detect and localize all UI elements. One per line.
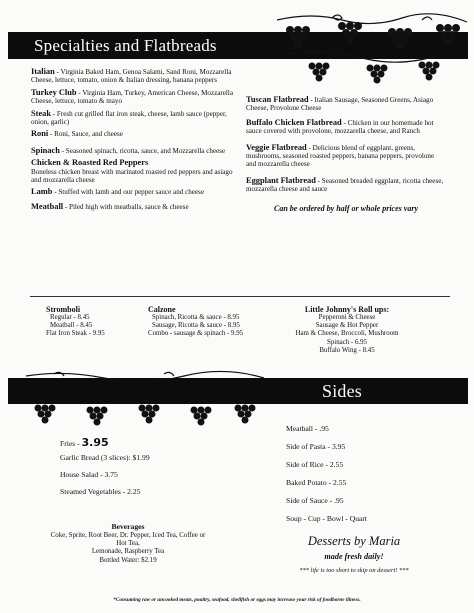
menu-item-veggie-flatbread xyxy=(246,144,446,169)
menu-item-roni xyxy=(31,130,239,138)
beverage-line: Hot Tea, xyxy=(116,540,140,548)
half-whole-note: Can be ordered by half or whole prices vary xyxy=(274,203,418,213)
sides-right-list xyxy=(286,424,436,523)
specialties-right-column xyxy=(246,96,446,213)
roll-ups-item: Ham & Cheese, Broccoli, Mushroom xyxy=(295,330,399,338)
grape-vine-icon xyxy=(272,10,472,95)
item-desc: - Fresh cut grilled flat iron steak, cheese, lamb sauce (pepper, onion, garlic) xyxy=(31,109,227,127)
item-desc: - Italian Sausage, Seasoned Greens, Asiago Cheese, Provolone Cheese xyxy=(246,96,434,113)
side-item: Steamed Vegetables - 2.25 xyxy=(60,487,141,496)
beverages-title: Beverages xyxy=(111,522,145,531)
item-desc: - Chicken in our homemade hot sauce covered with provolone, mozzarella cheese, and Ranch xyxy=(246,118,434,136)
item-name: Spinach xyxy=(31,145,60,155)
roll-ups-item: Pepperoni & Cheese xyxy=(318,314,376,321)
fries-price: 3.95 xyxy=(81,436,109,449)
item-desc: - Seasoned spinach, ricotta, sauce, and Mozzarella cheese xyxy=(59,146,226,155)
stromboli-item: Regular - 8.45 xyxy=(50,314,90,321)
menu-item-eggplant-flatbread xyxy=(246,177,446,194)
side-item: Side of Pasta - 3.95 xyxy=(286,442,346,451)
roll-ups-item: Buffalo Wing - 8.45 xyxy=(319,346,375,354)
menu-item-spinach xyxy=(31,147,239,155)
sides-title: Sides xyxy=(322,381,363,401)
menu-item-lamb xyxy=(31,188,239,196)
calzone-item: Combo - sausage & spinach - 9.95 xyxy=(148,330,244,338)
side-item: Meatball - .95 xyxy=(286,424,329,433)
side-item: Garlic Bread (3 slices): $1.99 xyxy=(60,453,150,462)
menu-item-italian xyxy=(31,68,239,85)
divider-line xyxy=(30,296,450,297)
specialties-title: Specialties and Flatbreads xyxy=(34,36,217,55)
side-item: House Salad - 3.75 xyxy=(60,470,118,479)
side-item: Side of Rice - 2.55 xyxy=(286,460,344,469)
beverages-section xyxy=(22,522,234,565)
item-name: Meatball xyxy=(31,201,64,211)
item-name: Turkey Club xyxy=(31,87,77,97)
desserts-title: Desserts by Maria xyxy=(307,534,401,548)
roll-ups-item: Sausage & Hot Pepper xyxy=(315,322,379,330)
menu-item-buffalo-chicken-flatbread xyxy=(246,119,446,136)
side-item: Soup - Cup - Bowl - Quart xyxy=(286,514,367,523)
item-desc: - Virginia Baked Ham, Genoa Salami, Sand Roni, Mozzarella Cheese, lettuce, tomato, onion & Italian dressing, banana peppers xyxy=(31,68,232,85)
side-item: Baked Potato - 2.55 xyxy=(286,478,347,487)
calzone-item: Spinach, Ricotta & sauce - 8.95 xyxy=(152,314,240,321)
beverage-line: Lemonade, Raspberry Tea xyxy=(91,548,165,556)
item-name: Veggie Flatbread xyxy=(246,142,307,152)
grape-vine-icon xyxy=(24,370,268,428)
item-name: Steak xyxy=(31,108,52,118)
stromboli-item: Flat Iron Steak - 9.95 xyxy=(46,330,105,338)
item-name: Lamb xyxy=(31,187,53,197)
stromboli-item: Meatball - 8.45 xyxy=(50,322,93,330)
roll-ups-item: Spinach - 6.95 xyxy=(327,338,367,346)
roll-ups-title: Little Johnny's Roll ups: xyxy=(304,305,390,314)
stromboli-title: Stromboli xyxy=(46,305,81,314)
calzone-title: Calzone xyxy=(148,305,176,314)
item-desc: - Delicious blend of eggplant, greens, mushrooms, seasoned roasted peppers, banana peppers, provolone and mozzarella cheese xyxy=(246,143,435,169)
menu-item-turkey-club xyxy=(31,89,239,106)
item-name: Eggplant Flatbread xyxy=(246,175,316,185)
menu-item-chicken-roasted-red-peppers xyxy=(31,159,239,184)
beverage-line: Bottled Water: $2.19 xyxy=(99,556,157,564)
item-desc: - Piled high with meatballs, sauce & cheese xyxy=(63,202,189,211)
item-desc: - Stuffed with lamb and our pepper sauce and cheese xyxy=(52,188,204,197)
item-name: Chicken & Roasted Red Peppers xyxy=(31,158,149,168)
item-desc: Boneless chicken breast with marinated roasted red peppers and asiago and mozzarella cheese xyxy=(31,167,233,185)
sides-left-list xyxy=(60,438,230,496)
item-name: Roni xyxy=(31,129,49,139)
desserts-subtitle: made fresh daily! xyxy=(324,552,384,561)
menu-item-steak xyxy=(31,110,239,127)
menu-item-tuscan-flatbread xyxy=(246,96,446,113)
calzone-item: Sausage, Ricotta & sauce - 8.95 xyxy=(152,322,240,330)
side-item: Side of Sauce - .95 xyxy=(286,496,344,505)
item-desc: - Virginia Ham, Turkey, American Cheese, Mozzarella Cheese, lettuce, tomato & mayo xyxy=(31,88,233,106)
item-name: Italian xyxy=(31,67,55,76)
specialties-left-column xyxy=(31,68,239,211)
roll-ups-section xyxy=(284,305,410,355)
desserts-tagline: *** life is too short to skip on dessert! *** xyxy=(299,567,409,574)
side-item-fries xyxy=(60,438,230,448)
item-desc: - Roni, Sauce, and cheese xyxy=(48,130,123,139)
food-safety-disclaimer: *Consuming raw or uncooked meats, poultry, seafood, shellfish or eggs may increase your risk of foodborne illness. xyxy=(113,597,361,603)
menu-item-meatball xyxy=(31,203,239,211)
item-name: Buffalo Chicken Flatbread xyxy=(246,117,342,127)
side-item-label: Fries - xyxy=(60,439,82,448)
desserts-section xyxy=(264,534,444,574)
item-name: Tuscan Flatbread xyxy=(246,95,309,104)
item-desc: - Seasoned breaded eggplant, ricotta cheese, mozzarella cheese and sauce xyxy=(246,176,444,194)
beverage-line: Coke, Sprite, Root Beer, Dr. Pepper, Iced Tea, Coffee or xyxy=(50,532,206,539)
calzone-section xyxy=(148,305,278,339)
